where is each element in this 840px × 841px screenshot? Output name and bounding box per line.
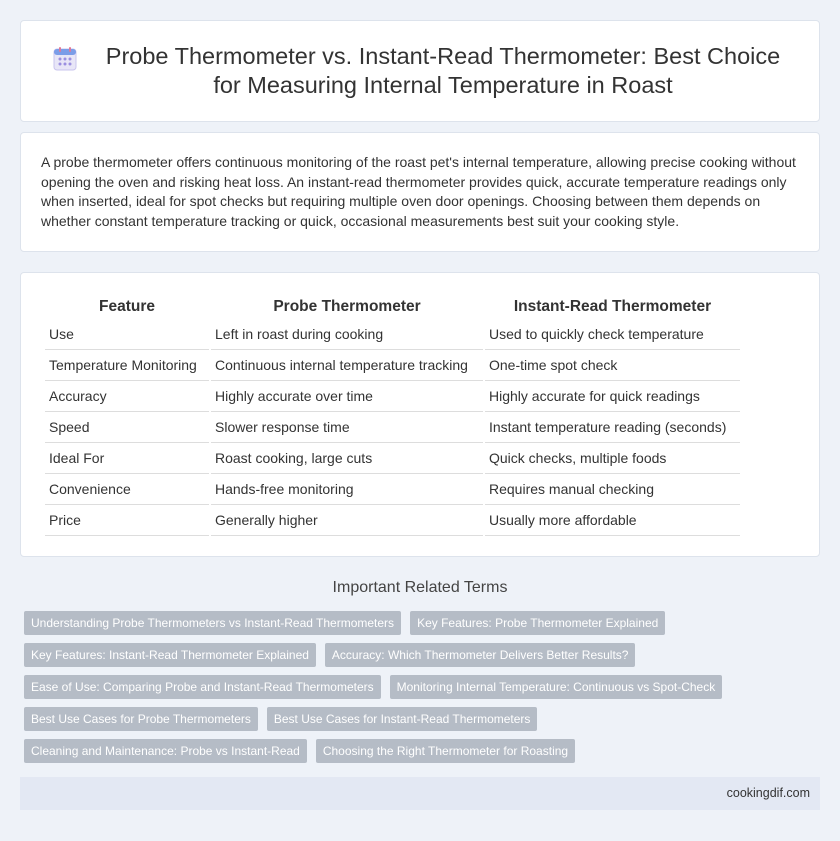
- table-cell: Convenience: [45, 474, 209, 505]
- table-cell: Usually more affordable: [485, 505, 740, 536]
- comparison-card: [20, 272, 820, 557]
- table-cell: Ideal For: [45, 443, 209, 474]
- related-term-tag[interactable]: Key Features: Probe Thermometer Explained: [410, 611, 665, 635]
- table-cell: Highly accurate for quick readings: [485, 381, 740, 412]
- table-cell: Slower response time: [211, 412, 483, 443]
- column-header-feature: Feature: [99, 298, 155, 315]
- related-term-tag[interactable]: Understanding Probe Thermometers vs Instant-Read Thermometers: [24, 611, 401, 635]
- table-row: [45, 412, 740, 443]
- table-cell: Highly accurate over time: [211, 381, 483, 412]
- table-cell: Hands-free monitoring: [211, 474, 483, 505]
- calendar-icon: [52, 46, 78, 72]
- related-term-tag[interactable]: Ease of Use: Comparing Probe and Instant-Read Thermometers: [24, 675, 381, 699]
- table-cell: Speed: [45, 412, 209, 443]
- table-cell: Quick checks, multiple foods: [485, 443, 740, 474]
- table-row: [45, 381, 740, 412]
- footer: [20, 777, 820, 810]
- footer-site-link[interactable]: cookingdif.com: [726, 786, 810, 800]
- table-cell: Continuous internal temperature tracking: [211, 350, 483, 381]
- table-cell: Generally higher: [211, 505, 483, 536]
- table-cell: One-time spot check: [485, 350, 740, 381]
- related-term-tag[interactable]: Cleaning and Maintenance: Probe vs Instant-Read: [24, 739, 307, 763]
- table-row: [45, 474, 740, 505]
- related-term-tag[interactable]: Choosing the Right Thermometer for Roasting: [316, 739, 575, 763]
- intro-card: [20, 132, 820, 252]
- related-term-tag[interactable]: Monitoring Internal Temperature: Continuous vs Spot-Check: [390, 675, 723, 699]
- table-cell: Instant temperature reading (seconds): [485, 412, 740, 443]
- column-header-instant-read: Instant-Read Thermometer: [513, 298, 712, 315]
- table-cell: Roast cooking, large cuts: [211, 443, 483, 474]
- table-row: [45, 443, 740, 474]
- related-terms-heading: Important Related Terms: [332, 579, 508, 596]
- table-cell: Requires manual checking: [485, 474, 740, 505]
- table-row: [45, 350, 740, 381]
- related-term-tag[interactable]: Best Use Cases for Probe Thermometers: [24, 707, 258, 731]
- related-terms-list: [24, 611, 824, 771]
- table-cell: Left in roast during cooking: [211, 319, 483, 350]
- table-header-row: [45, 296, 740, 319]
- table-cell: Use: [45, 319, 209, 350]
- table-cell: Price: [45, 505, 209, 536]
- related-term-tag[interactable]: Key Features: Instant-Read Thermometer Explained: [24, 643, 316, 667]
- related-term-tag[interactable]: Accuracy: Which Thermometer Delivers Better Results?: [325, 643, 636, 667]
- table-row: [45, 319, 740, 350]
- related-term-tag[interactable]: Best Use Cases for Instant-Read Thermometers: [267, 707, 538, 731]
- intro-paragraph: A probe thermometer offers continuous monitoring of the roast pet's internal temperature, allowing precise cooking without opening the oven and risking heat loss. An instant-read thermometer provides quick, accurate temperature readings only when inserted, ideal for spot checks but requiring multiple oven door openings. Choosing between them depends on whether constant temperature tracking or quick, occasional measurements best suit your cooking style.: [41, 154, 796, 229]
- table-cell: Used to quickly check temperature: [485, 319, 740, 350]
- table-cell: Accuracy: [45, 381, 209, 412]
- title-card: [20, 20, 820, 122]
- table-cell: Temperature Monitoring: [45, 350, 209, 381]
- column-header-probe: Probe Thermometer: [273, 298, 421, 315]
- page-title: Probe Thermometer vs. Instant-Read Thermometer: Best Choice for Measuring Internal Temperature in Roast: [105, 43, 781, 98]
- table-row: [45, 505, 740, 536]
- comparison-table: [43, 296, 742, 536]
